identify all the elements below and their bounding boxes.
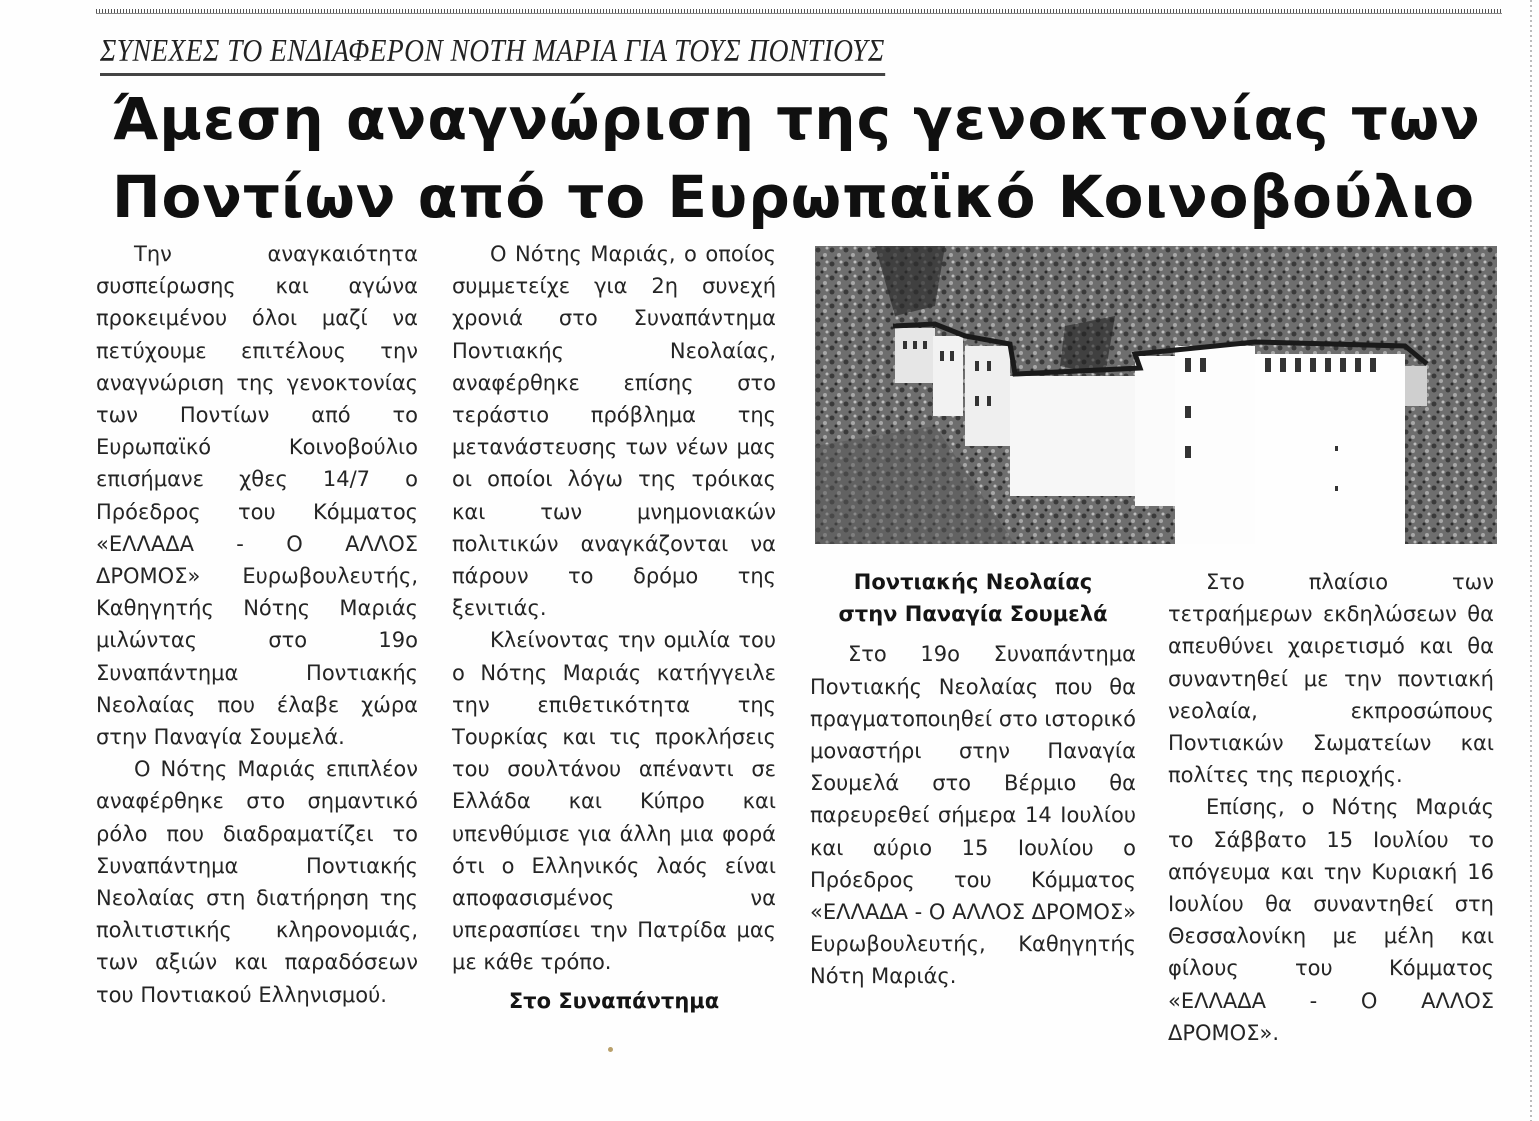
kicker-headline: ΣΥΝΕΧΕΣ ΤΟ ΕΝΔΙΑΦΕΡΟΝ ΝΟΤΗ ΜΑΡΙΑ ΓΙΑ ΤΟΥΣ ΠΟΝΤΙΟΥΣ bbox=[100, 32, 885, 76]
article-column-4 bbox=[1168, 566, 1494, 1049]
top-dotted-rule bbox=[96, 9, 1502, 14]
paragraph: Την αναγκαιότητα συσπείρωσης και αγώνα προκειμένου όλοι μαζί να πετύχουμε επιτέλους την αναγνώριση της γενοκτονίας των Ποντίων από το Ευρωπαϊκό Κοινοβούλιο επισήμανε χθες 14/7 ο Πρόεδρος του Κόμματος «ΕΛΛΑΔΑ - Ο ΑΛΛΟΣ ΔΡΟΜΟΣ» Ευρωβουλευτής, Καθηγητής Νότης Μαριάς μιλώντας στο 19ο Συναπάντημα Ποντιακής Νεολαίας που έλαβε χώρα στην Παναγία Σουμελά. bbox=[96, 242, 418, 750]
monastery-image-icon bbox=[815, 246, 1497, 544]
print-speck bbox=[608, 1047, 613, 1052]
paragraph: Ο Νότης Μαριάς, ο οποίος συμμετείχε για 2η συνεχή χρονιά στο Συναπάντημα Ποντιακής Νεολαίας, αναφέρθηκε επίσης στο τεράστιο πρόβλημα της μετανάστευσης των νέων μας οι οποίοι λόγω της τρόικας και των μνημονιακών πολιτικών αναγκάζονται να πάρουν το δρόμο της ξενιτιάς. bbox=[452, 242, 776, 621]
article-column-1 bbox=[96, 238, 418, 1011]
subheading-line-2: στην Παναγία Σουμελά bbox=[838, 602, 1108, 627]
monastery-photo bbox=[815, 246, 1497, 544]
paragraph: Στο 19ο Συναπάντημα Ποντιακής Νεολαίας που θα πραγματοποιηθεί στο ιστορικό μοναστήρι στην Παναγία Σουμελά στο Βέρμιο θα παρευρεθεί σήμερα 14 Ιουλίου και αύριο 15 Ιουλίου ο Πρόεδρος του Κόμματος «ΕΛΛΑΔΑ - Ο ΑΛΛΟΣ ΔΡΟΜΟΣ» Ευρωβουλευτής, Καθηγητής Νότη Μαριάς. bbox=[810, 642, 1136, 989]
paragraph: Επίσης, ο Νότης Μαριάς το Σάββατο 15 Ιουλίου το απόγευμα και την Κυριακή 16 Ιουλίου θα συναντηθεί στη Θεσσαλονίκη με μέλη και φίλους του Κόμματος «ΕΛΛΑΔΑ - Ο ΑΛΛΟΣ ΔΡΟΜΟΣ». bbox=[1168, 795, 1494, 1045]
article-column-2 bbox=[452, 238, 776, 1017]
paragraph: Ο Νότης Μαριάς επιπλέον αναφέρθηκε στο σημαντικό ρόλο που διαδραματίζει το Συναπάντημα Ποντιακής Νεολαίας στη διατήρηση της πολιτιστικής κληρονομιάς, των αξιών και παραδόσεων του Ποντιακού Ελληνισμού. bbox=[96, 757, 418, 1007]
subheading: Στο Συναπάντημα bbox=[508, 988, 720, 1013]
headline-line-1: Άμεση αναγνώριση της γενοκτονίας των bbox=[112, 85, 1481, 153]
article-column-3 bbox=[810, 566, 1136, 993]
subheading-line-1: Ποντιακής Νεολαίας bbox=[853, 570, 1093, 594]
paragraph: Κλείνοντας την ομιλία του ο Νότης Μαριάς κατήγγειλε την επιθετικότητα της Τουρκίας και τις προκλήσεις του σουλτάνου απέναντι σε Ελλάδα και Κύπρο και υπενθύμισε για άλλη μια φορά ότι ο Ελληνικός λαός είναι αποφασισμένος να υπερασπίσει την Πατρίδα μας με κάθε τρόπο. bbox=[452, 628, 776, 975]
main-headline bbox=[112, 80, 1512, 236]
page-edge bbox=[1530, 0, 1532, 1121]
headline-line-2: Ποντίων από το Ευρωπαϊκό Κοινοβούλιο bbox=[112, 163, 1476, 231]
paragraph: Στο πλαίσιο των τετραήμερων εκδηλώσεων θα απευθύνει χαιρετισμό και θα συναντηθεί με την ποντιακή νεολαία, εκπροσώπους Ποντιακών Σωματείων και πολίτες της περιοχής. bbox=[1168, 570, 1494, 788]
